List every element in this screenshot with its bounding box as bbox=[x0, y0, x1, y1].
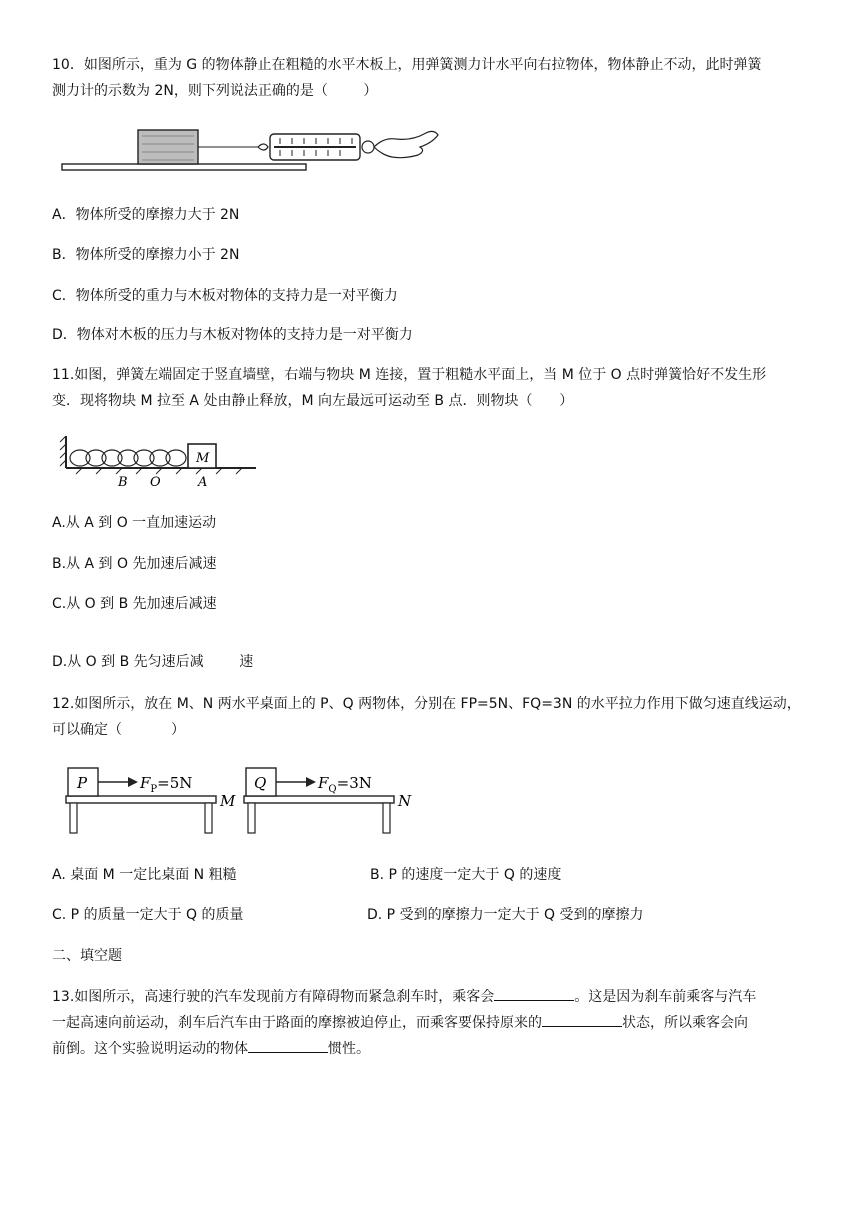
q13-part2: 。这是因为刹车前乘客与汽车 bbox=[574, 989, 757, 1005]
q11-stem-line2: 变．现将物块 M 拉至 A 处由静止释放，M 向左最远可运动至 B 点．则物块（ ） bbox=[52, 393, 574, 409]
q12-option-a: A. 桌面 M 一定比桌面 N 粗糙 bbox=[52, 867, 237, 883]
q12-label-q: Q bbox=[254, 774, 267, 792]
q10-stem-line2: 测力计的示数为 2N，则下列说法正确的是（ ） bbox=[52, 83, 378, 99]
q12-stem-line1: 12.如图所示，放在 M、N 两水平桌面上的 P、Q 两物体，分别在 FP=5N、FQ=3N 的水平拉力作用下做匀速直线运动， bbox=[52, 696, 801, 712]
q11-label-o: O bbox=[150, 475, 161, 490]
q12-label-fp: F bbox=[140, 774, 151, 792]
q12-label-n: N bbox=[398, 792, 412, 810]
q11-label-m: M bbox=[196, 451, 210, 466]
q12-label-fp-sub: P bbox=[150, 784, 158, 795]
q13-part5: 前倒。这个实验说明运动的物体 bbox=[52, 1041, 248, 1057]
q12-label-fp-value: =5N bbox=[157, 774, 193, 792]
q13-line3 bbox=[52, 1036, 822, 1062]
section-heading: 二、填空题 bbox=[52, 948, 122, 964]
q13-part6: 惯性。 bbox=[328, 1041, 370, 1057]
q13-part1: 13.如图所示，高速行驶的汽车发现前方有障碍物而紧急刹车时，乘客会 bbox=[52, 989, 495, 1005]
q12-option-b: B. P 的速度一定大于 Q 的速度 bbox=[370, 867, 562, 883]
q12-label-p: P bbox=[77, 774, 88, 792]
q13-line2 bbox=[52, 1010, 822, 1036]
q13-blank-3[interactable] bbox=[248, 1038, 328, 1053]
q11-label-b: B bbox=[118, 475, 128, 490]
q11-option-b: B.从 A 到 O 先加速后减速 bbox=[52, 556, 217, 572]
q11-option-d: D.从 O 到 B 先匀速后减 速 bbox=[52, 654, 254, 670]
q11-option-c: C.从 O 到 B 先加速后减速 bbox=[52, 596, 217, 612]
q11-figure-spring-block bbox=[56, 432, 264, 490]
q11-stem-line1: 11.如图，弹簧左端固定于竖直墙壁，右端与物块 M 连接，置于粗糙水平面上，当 M 位于 O 点时弹簧恰好不发生形 bbox=[52, 367, 767, 383]
q12-label-fq-value: =3N bbox=[336, 774, 372, 792]
q10-option-d: D．物体对木板的压力与木板对物体的支持力是一对平衡力 bbox=[52, 327, 413, 343]
q12-stem-line2: 可以确定（ ） bbox=[52, 722, 185, 738]
q11-label-a: A bbox=[198, 475, 208, 490]
q10-option-a: A．物体所受的摩擦力大于 2N bbox=[52, 207, 240, 223]
svg-text:FP=5N bbox=[139, 774, 192, 795]
q10-option-b: B．物体所受的摩擦力小于 2N bbox=[52, 247, 240, 263]
q12-label-fq: F bbox=[318, 774, 329, 792]
q12-option-c: C. P 的质量一定大于 Q 的质量 bbox=[52, 907, 244, 923]
q13-blank-1[interactable] bbox=[494, 986, 574, 1001]
q12-figure-tables bbox=[58, 760, 428, 836]
q12-label-fq-sub: Q bbox=[328, 784, 337, 795]
q13-line1 bbox=[52, 984, 822, 1010]
svg-text:FQ=3N bbox=[317, 774, 372, 795]
q12-option-d: D. P 受到的摩擦力一定大于 Q 受到的摩擦力 bbox=[367, 907, 644, 923]
q10-stem-line1: 10．如图所示，重为 G 的物体静止在粗糙的水平木板上，用弹簧测力计水平向右拉物体，物体静止不动，此时弹簧 bbox=[52, 57, 762, 73]
q13-blank-2[interactable] bbox=[542, 1012, 622, 1027]
q10-figure-spring-scale bbox=[60, 120, 440, 182]
q12-label-m: M bbox=[220, 792, 236, 810]
q13-part4: 状态，所以乘客会向 bbox=[622, 1015, 748, 1031]
q11-option-a: A.从 A 到 O 一直加速运动 bbox=[52, 515, 217, 531]
q10-option-c: C．物体所受的重力与木板对物体的支持力是一对平衡力 bbox=[52, 288, 398, 304]
q13-part3: 一起高速向前运动，刹车后汽车由于路面的摩擦被迫停止，而乘客要保持原来的 bbox=[52, 1015, 542, 1031]
